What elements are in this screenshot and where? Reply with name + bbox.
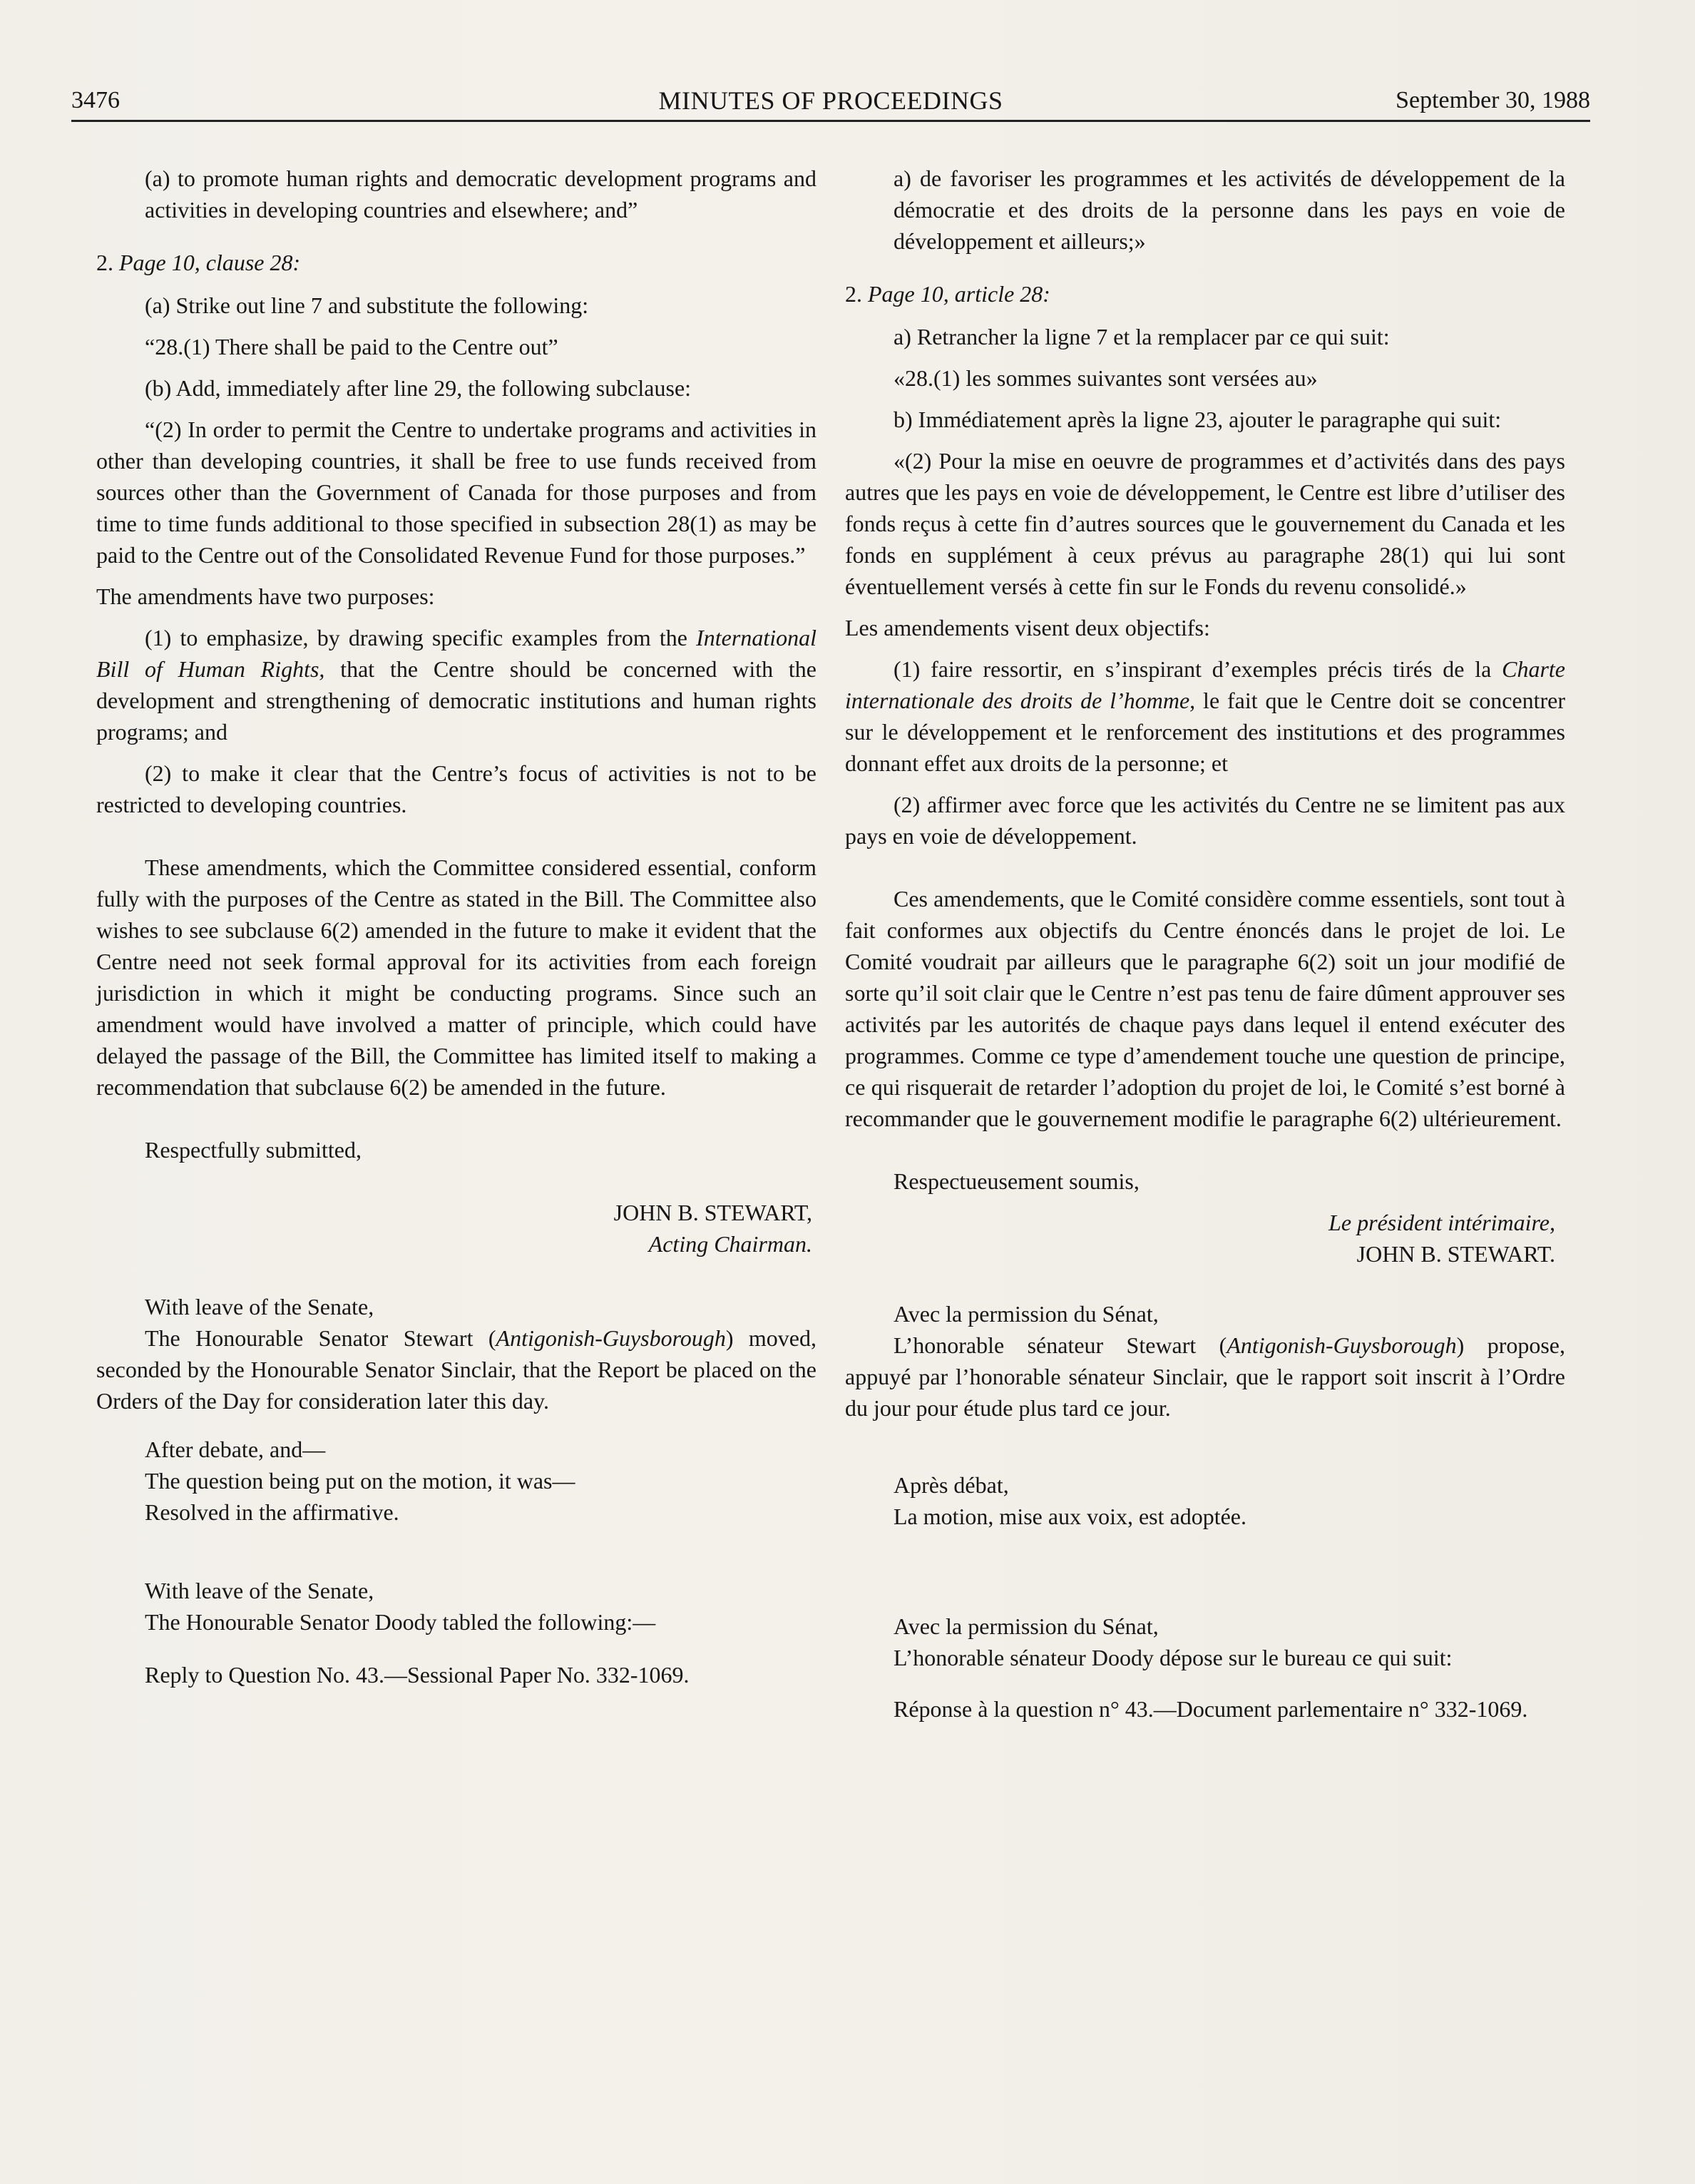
section-2-number: 2.	[96, 250, 113, 275]
amendment-a: (a) Strike out line 7 and substitute the following:	[145, 292, 589, 318]
motion-text-fr: L’honorable sénateur Stewart (	[893, 1332, 1227, 1358]
after-debate-fr: Après débat,	[893, 1472, 1009, 1498]
section-2-number-fr: 2.	[845, 281, 862, 307]
purpose-1-text: (1) to emphasize, by drawing specific examples from the	[145, 625, 697, 650]
signer-name-fr: JOHN B. STEWART.	[1356, 1241, 1555, 1267]
amendment-b-quote: “(2) In order to permit the Centre to undertake programs and activities in other than developing countries, it shall be free to use funds received from sources other than the Government of Canada for those purposes and from time to time funds additional to those specified in subsection 28(1) as may be paid to the Centre out of the Consolidated Revenue Fund for those purposes.”	[96, 417, 816, 568]
section-2-label-fr: Page 10, article 28:	[868, 281, 1050, 307]
motion-riding-fr: Antigonish-Guysborough	[1227, 1332, 1457, 1358]
leave-of-senate-2-fr: Avec la permission du Sénat,	[893, 1613, 1159, 1639]
page-number: 3476	[71, 87, 120, 113]
leave-of-senate-1-fr: Avec la permission du Sénat,	[893, 1301, 1159, 1327]
reply-question-fr: Réponse à la question n° 43.—Document parlementaire n° 332-1069.	[893, 1696, 1528, 1722]
motion-riding: Antigonish-Guysborough	[496, 1325, 726, 1351]
respectfully-submitted-fr: Respectueusement soumis,	[893, 1168, 1140, 1194]
conclusion-paragraph-fr: Ces amendements, que le Comité considère comme essentiels, sont tout à fait conformes aux objectifs du Centre énoncés dans le projet de loi. Le Comité voudrait par ailleurs que le paragraphe 6(2) soit un jour modifié de sorte qu’il soit clair que le Centre n’est pas tenu de faire dûment approuver ses activités par les autorités de chaque pays dans lequel il entend exécuter des programmes. Comme ce type d’amendement touche une question de principe, ce qui risquerait de retarder l’adoption du projet de loi, le Comité s’est borné à recommander que le gouvernement modifie le paragraphe 6(2) ultérieurement.	[845, 886, 1565, 1131]
page-date: September 30, 1988	[1396, 87, 1590, 113]
motion-paragraph	[96, 1322, 816, 1417]
item-a-continuation: (a) to promote human rights and democratic development programs and activities in developing countries and elsewhere; and”	[145, 165, 816, 223]
purpose-1-fr	[845, 653, 1565, 779]
english-column	[96, 163, 816, 1690]
section-2-heading-fr	[845, 278, 1565, 310]
amendment-a-quote: “28.(1) There shall be paid to the Centre out”	[145, 334, 558, 359]
running-title: MINUTES OF PROCEEDINGS	[658, 86, 1003, 115]
purposes-intro: The amendments have two purposes:	[96, 583, 435, 609]
french-column	[845, 163, 1565, 1735]
header-rule	[71, 120, 1590, 122]
signer-title: Acting Chairman.	[648, 1231, 812, 1257]
signer-title-fr: Le président intérimaire,	[1328, 1210, 1555, 1235]
respectfully-submitted: Respectfully submitted,	[145, 1137, 362, 1163]
amendment-b: (b) Add, immediately after line 29, the following subclause:	[145, 375, 692, 401]
item-a-continuation-fr: a) de favoriser les programmes et les activités de développement de la démocratie et des droits de la personne dans les pays en voie de développement et ailleurs;»	[893, 165, 1565, 254]
purpose-1-title-fr: Charte internationale des droits de l’homme,	[845, 656, 1565, 713]
amendment-a-fr: a) Retrancher la ligne 7 et la remplacer par ce qui suit:	[893, 324, 1390, 349]
amendment-a-quote-fr: «28.(1) les sommes suivantes sont versées au»	[893, 365, 1318, 391]
section-2-heading	[96, 247, 816, 278]
page-header	[71, 78, 1590, 121]
amendment-b-quote-fr: «(2) Pour la mise en oeuvre de programmes et d’activités dans des pays autres que les pays en voie de développement, le Centre est libre d’utiliser des fonds reçus à cette fin d’autres sources que le gouvernement du Canada et les fonds en supplément à ceux prévus au paragraphe 28(1) qui lui sont éventuellement versés à cette fin sur le Fonds du revenu consolidé.»	[845, 448, 1565, 599]
purpose-1-rest-fr: le fait que le Centre doit se concentrer sur le développement et le renforcement des institutions et des programmes donnant effet aux droits de la personne; et	[845, 688, 1566, 776]
signer-name: JOHN B. STEWART,	[613, 1200, 812, 1225]
purpose-2: (2) to make it clear that the Centre’s focus of activities is not to be restricted to developing countries.	[96, 760, 816, 817]
motion-adopted-fr: La motion, mise aux voix, est adoptée.	[893, 1504, 1246, 1529]
conclusion-paragraph: These amendments, which the Committee considered essential, conform fully with the purposes of the Centre as stated in the Bill. The Committee also wishes to see subclause 6(2) amended in the future to make it evident that the Centre need not seek formal approval for its activities from each foreign jurisdiction in which it might be conducting programs. Since such an amendment would have involved a matter of principle, which could have delayed the passage of the Bill, the Committee has limited itself to making a recommendation that subclause 6(2) be amended in the future.	[96, 854, 816, 1100]
leave-of-senate-1: With leave of the Senate,	[145, 1294, 374, 1320]
purpose-2-fr: (2) affirmer avec force que les activités du Centre ne se limitent pas aux pays en voie de développement.	[845, 792, 1565, 849]
purpose-1-title: International Bill of Human Rights,	[96, 625, 816, 682]
doody-tabled-fr: L’honorable sénateur Doody dépose sur le bureau ce qui suit:	[893, 1645, 1453, 1670]
reply-question: Reply to Question No. 43.—Sessional Paper No. 332-1069.	[145, 1662, 690, 1688]
section-2-label: Page 10, clause 28:	[119, 250, 301, 275]
purposes-intro-fr: Les amendements visent deux objectifs:	[845, 615, 1210, 641]
purpose-1-text-fr: (1) faire ressortir, en s’inspirant d’exemples précis tirés de la	[893, 656, 1502, 682]
motion-text: The Honourable Senator Stewart (	[145, 1325, 496, 1351]
doody-tabled: The Honourable Senator Doody tabled the following:—	[145, 1609, 656, 1635]
purpose-1-rest: that the Centre should be concerned with the development and strengthening of democratic institutions and human rights programs; and	[96, 656, 817, 745]
resolved: Resolved in the affirmative.	[145, 1499, 399, 1525]
purpose-1	[96, 622, 816, 747]
after-debate: After debate, and—	[145, 1437, 326, 1462]
leave-of-senate-2: With leave of the Senate,	[145, 1578, 374, 1603]
motion-rest: ) moved, seconded by the Honourable Senator Sinclair, that the Report be placed on the Orders of the Day for consideration later this day.	[96, 1325, 817, 1414]
motion-paragraph-fr	[845, 1330, 1565, 1424]
amendment-b-fr: b) Immédiatement après la ligne 23, ajouter le paragraphe qui suit:	[893, 407, 1502, 432]
question-put: The question being put on the motion, it was—	[145, 1468, 575, 1494]
motion-rest-fr: ) propose, appuyé par l’honorable sénateur Sinclair, que le rapport soit inscrit à l’Ordre du jour pour étude plus tard ce jour.	[845, 1332, 1565, 1421]
